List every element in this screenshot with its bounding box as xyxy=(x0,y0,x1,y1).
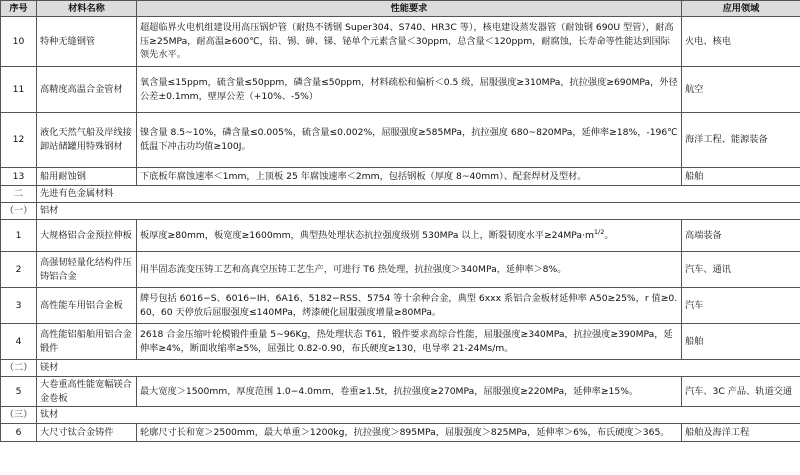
superscript-exponent: 1/2 xyxy=(593,227,605,236)
subcategory-no: （三） xyxy=(1,407,37,424)
table-row xyxy=(1,424,800,442)
row-no: 5 xyxy=(1,377,37,407)
row-requirements xyxy=(137,220,682,252)
category-row xyxy=(1,186,800,203)
subcategory-row-aluminum xyxy=(1,203,800,220)
row-application: 海洋工程、能源装备 xyxy=(682,113,800,168)
table-row xyxy=(1,17,800,67)
row-material-name: 大卷重高性能宽幅镁合金卷板 xyxy=(37,377,137,407)
row-requirements: 氧含量≤15ppm，硫含量≤50ppm，磷含量≤50ppm，材料疏松和偏析＜0.5 级，屈服强度≥310MPa，抗拉强度≥690MPa，外径公差±0.1mm，壁厚公差（+10%、-5%） xyxy=(137,67,682,113)
row-application: 船舶 xyxy=(682,324,800,360)
table-header-row xyxy=(1,1,800,17)
row-application: 船舶 xyxy=(682,168,800,186)
row-application: 船舶及海洋工程 xyxy=(682,424,800,442)
subcategory-no: （一） xyxy=(1,203,37,220)
row-no: 3 xyxy=(1,288,37,324)
row-application: 高端装备 xyxy=(682,220,800,252)
row-material-name: 高性能车用铝合金板 xyxy=(37,288,137,324)
table-row xyxy=(1,377,800,407)
row-material-name: 高强韧轻量化结构件压铸铝合金 xyxy=(37,252,137,288)
header-application: 应用领域 xyxy=(682,1,800,17)
subcategory-row-magnesium xyxy=(1,360,800,377)
category-no: 二 xyxy=(1,186,37,203)
row-requirements: 2618 合金压缩叶轮模锻件重量 5~96Kg，热处理状态 T61，锻件要求高综合性能，屈服强度≥340MPa，抗拉强度≥390MPa，延伸率≥4%，断面收缩率≥5%，屈强比 0.82-0.90，布氏硬度≥130，电导率 21-24Ms/m。 xyxy=(137,324,682,360)
row-application: 汽车、3C 产品、轨道交通 xyxy=(682,377,800,407)
table-row xyxy=(1,220,800,252)
row-requirements: 最大宽度＞1500mm，厚度范围 1.0−4.0mm，卷重≥1.5t，抗拉强度≥270MPa，屈服强度≥220MPa，延伸率≥15%。 xyxy=(137,377,682,407)
row-material-name: 大尺寸钛合金铸件 xyxy=(37,424,137,442)
subcategory-label: 铝材 xyxy=(37,203,800,220)
table-row xyxy=(1,288,800,324)
row-no: 6 xyxy=(1,424,37,442)
row-material-name: 高性能铝船舶用铝合金锻件 xyxy=(37,324,137,360)
row-material-name: 大规格铝合金预拉伸板 xyxy=(37,220,137,252)
row-application: 汽车、通讯 xyxy=(682,252,800,288)
subcategory-no: （二） xyxy=(1,360,37,377)
row-application: 航空 xyxy=(682,67,800,113)
row-requirements: 轮廓尺寸长和宽＞2500mm，最大单重＞1200kg，抗拉强度＞895MPa，屈服强度＞825MPa，延伸率＞6%，布氏硬度＞365。 xyxy=(137,424,682,442)
row-material-name: 特种无缝钢管 xyxy=(37,17,137,67)
table-row xyxy=(1,113,800,168)
row-requirements: 用半固态流变压铸工艺和高真空压铸工艺生产，可进行 T6 热处理，抗拉强度＞340MPa，延伸率＞8%。 xyxy=(137,252,682,288)
row-material-name: 高精度高温合金管材 xyxy=(37,67,137,113)
row-no: 1 xyxy=(1,220,37,252)
requirements-main-text: 板厚度≥80mm，板宽度≥1600mm，典型热处理状态抗拉强度级别 530MPa 以上，断裂韧度水平≥24MPa·m xyxy=(140,229,594,241)
subcategory-label: 钛材 xyxy=(37,407,800,424)
row-material-name: 船用耐蚀钢 xyxy=(37,168,137,186)
header-requirements: 性能要求 xyxy=(137,1,682,17)
table-row xyxy=(1,324,800,360)
row-no: 11 xyxy=(1,67,37,113)
header-no: 序号 xyxy=(1,1,37,17)
row-application: 汽车 xyxy=(682,288,800,324)
row-no: 10 xyxy=(1,17,37,67)
requirements-end-text: 。 xyxy=(604,229,614,241)
row-no: 12 xyxy=(1,113,37,168)
header-name: 材料名称 xyxy=(37,1,137,17)
row-no: 2 xyxy=(1,252,37,288)
category-label: 先进有色金属材料 xyxy=(37,186,800,203)
row-material-name: 液化天然气船及岸线接卸站储罐用特殊钢材 xyxy=(37,113,137,168)
row-requirements: 下底板年腐蚀速率＜1mm，上顶板 25 年腐蚀速率＜2mm，包括钢板（厚度 8~40mm）、配套焊材及型材。 xyxy=(137,168,682,186)
table-row xyxy=(1,168,800,186)
row-requirements: 牌号包括 6016−S、6016−IH、6A16、5182−RSS、5754 等十余种合金，典型 6xxx 系铝合金板材延伸率 A50≥25%，r 值≥0.60，60 天停放后屈服强度≤140MPa，烤漆硬化屈服强度增量≥80MPa。 xyxy=(137,288,682,324)
row-no: 4 xyxy=(1,324,37,360)
table-row xyxy=(1,67,800,113)
row-no: 13 xyxy=(1,168,37,186)
table-row xyxy=(1,252,800,288)
row-requirements: 镍含量 8.5~10%，磷含量≤0.005%，硫含量≤0.002%，屈服强度≥585MPa，抗拉强度 680~820MPa，延伸率≥18%，-196℃低温下冲击功均值≥100J。 xyxy=(137,113,682,168)
subcategory-row-titanium xyxy=(1,407,800,424)
subcategory-label: 镁材 xyxy=(37,360,800,377)
row-requirements: 超超临界火电机组建设用高压锅炉管（耐热不锈钢 Super304、S740、HR3C 等），核电建设蒸发器管（耐蚀钢 690U 型管），耐高压≥25MPa，耐高温≥600℃，铅、锡、砷、锑、铋单个元素含量＜30ppm，总含量＜120ppm，耐腐蚀，长寿命等性能达到国际领先水平。 xyxy=(137,17,682,67)
row-application: 火电、核电 xyxy=(682,17,800,67)
